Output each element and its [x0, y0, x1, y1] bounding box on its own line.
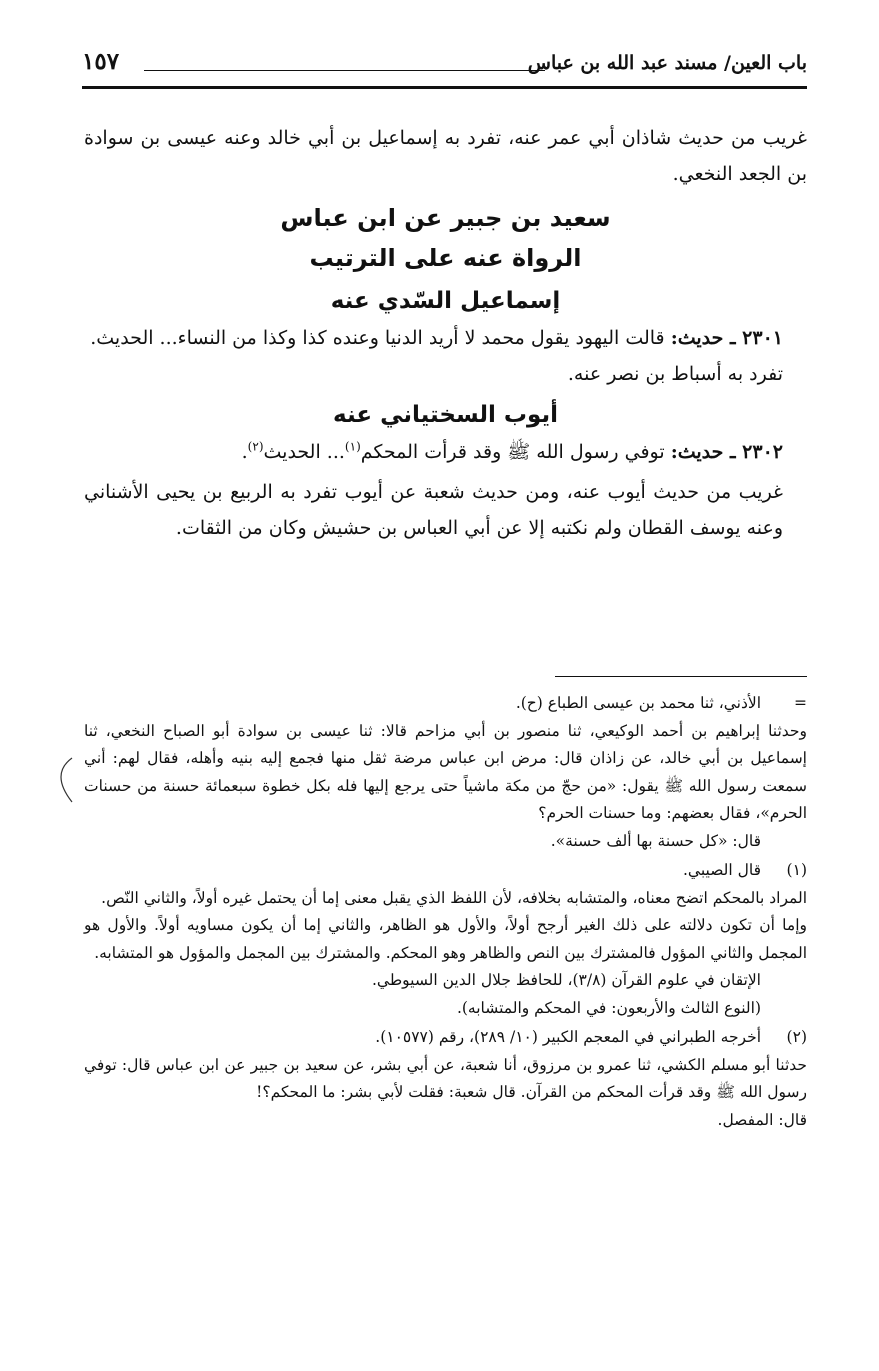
continuation-marker: =: [794, 694, 807, 712]
footnote-1-marker: (١): [786, 861, 807, 879]
footnote-line: الإتقان في علوم القرآن (٣/٨)، للحافظ جلال الدين السيوطي.: [371, 971, 761, 989]
footnote-line: الأذني، ثنا محمد بن عيسى الطباع (ح).: [515, 694, 761, 712]
footnote-ref-2[interactable]: (٢): [247, 439, 264, 454]
footnotes: [84, 690, 807, 1134]
main-text: [84, 120, 807, 546]
running-head: [82, 48, 807, 80]
intro-paragraph: غريب من حديث شاذان أبي عمر عنه، تفرد به إسماعيل بن أبي خالد وعنه عيسى بن سوادة بن الجعد النخعي.: [84, 127, 807, 185]
hadith-2302-number: ٢٣٠٢ ـ حديث:: [670, 441, 783, 463]
footnote-1: [84, 857, 807, 885]
header-rule: [82, 86, 807, 89]
footnote-ref-1[interactable]: (١): [344, 439, 361, 454]
footnote-separator: [555, 676, 807, 677]
header-leader-line: [144, 70, 545, 71]
footnote-2: [84, 1024, 807, 1052]
hadith-2302-text: توفي رسول الله ﷺ وقد قرأت المحكم: [360, 441, 665, 463]
hadith-2301-note: تفرد به أسباط بن نصر عنه.: [567, 363, 783, 385]
hadith-2302: [84, 434, 807, 470]
heading-ismail-alsuddi: إسماعيل السّدي عنه: [330, 288, 561, 314]
footnote-2-marker: (٢): [786, 1028, 807, 1046]
footnote-line: أخرجه الطبراني في المعجم الكبير (١٠/ ٢٨٩)، رقم (١٠٥٧٧).: [375, 1028, 761, 1046]
footnote-line: قال: المفصل.: [717, 1110, 807, 1129]
running-title: باب العين/ مسند عبد الله بن عباس: [527, 52, 807, 74]
margin-curve-mark: [46, 756, 76, 806]
hadith-2301-text: قالت اليهود يقول محمد لا أريد الدنيا وعنده كذا وكذا من النساء... الحديث.: [90, 327, 665, 349]
section-subheading: الرواة عنه على الترتيب: [309, 244, 582, 272]
hadith-2302-text-end: ... الحديث: [263, 441, 345, 463]
footnote-line: حدثنا أبو مسلم الكشي، ثنا عمرو بن مرزوق، أنا شعبة، عن أبي بشر، عن سعيد بن جبير عن ابن عباس قال: توفي رسول الله ﷺ وقد قرأت المحكم من القرآن. قال شعبة: فقلت لأبي بشر: ما المحكم؟!: [84, 1055, 807, 1101]
closing-paragraph: غريب من حديث أيوب عنه، ومن حديث شعبة عن أيوب تفرد به الربيع بن يحيى الأشناني وعنه يوسف القطان ولم نكتبه إلا عن أبي العباس بن حشيش وكان من الثقات.: [84, 481, 783, 539]
hadith-2301-number: ٢٣٠١ ـ حديث:: [670, 327, 783, 349]
heading-ayyub-alsakhtiyani: أيوب السختياني عنه: [333, 402, 558, 428]
footnote-line: المراد بالمحكم اتضح معناه، والمتشابه بخلافه، لأن اللفظ الذي يقبل معنى إما أن يحتمل غيره أولاً، والثاني النّص.: [101, 888, 807, 907]
footnote-line: قال الصيبي.: [683, 861, 761, 879]
footnote-continuation: [84, 690, 807, 718]
footnote-line: قال: «كل حسنة بها ألف حسنة».: [550, 831, 761, 850]
hadith-2302-period: .: [241, 441, 248, 463]
page-number: ١٥٧: [82, 48, 120, 75]
footnote-line: وإما أن تكون دلالته على ذلك الغير أرجح أولاً، والأول هو الظاهر، والثاني إما أن يكون مساويه أولاً. والأول هو المجمل والثاني المؤول فالمشترك بين النص والظاهر وهو المحكم. والمشترك بين المجمل والمؤول هو المتشابه.: [84, 916, 807, 962]
footnote-line: وحدثنا إبراهيم بن أحمد الوكيعي، ثنا منصور بن أبي مزاحم قالا: ثنا عيسى بن سوادة أبو الصباح النخعي، ثنا إسماعيل بن أبي خالد، عن زاذان قال: مرض ابن عباس مرضة ثقل منها فجمع إليه بنيه وأهله، فقال لهم: أني سمعت رسول الله ﷺ يقول: «من حجّ من مكة ماشياً حتى يرجع إليها فله بكل خطوة سبعمائة حسنة من حسنات الحرم»، فقال بعضهم: وما حسنات الحرم؟: [84, 721, 807, 822]
section-heading-narrator: سعيد بن جبير عن ابن عباس: [280, 204, 611, 232]
hadith-2301: [84, 320, 807, 356]
footnote-line: (النوع الثالث والأربعون: في المحكم والمتشابه).: [456, 998, 761, 1017]
